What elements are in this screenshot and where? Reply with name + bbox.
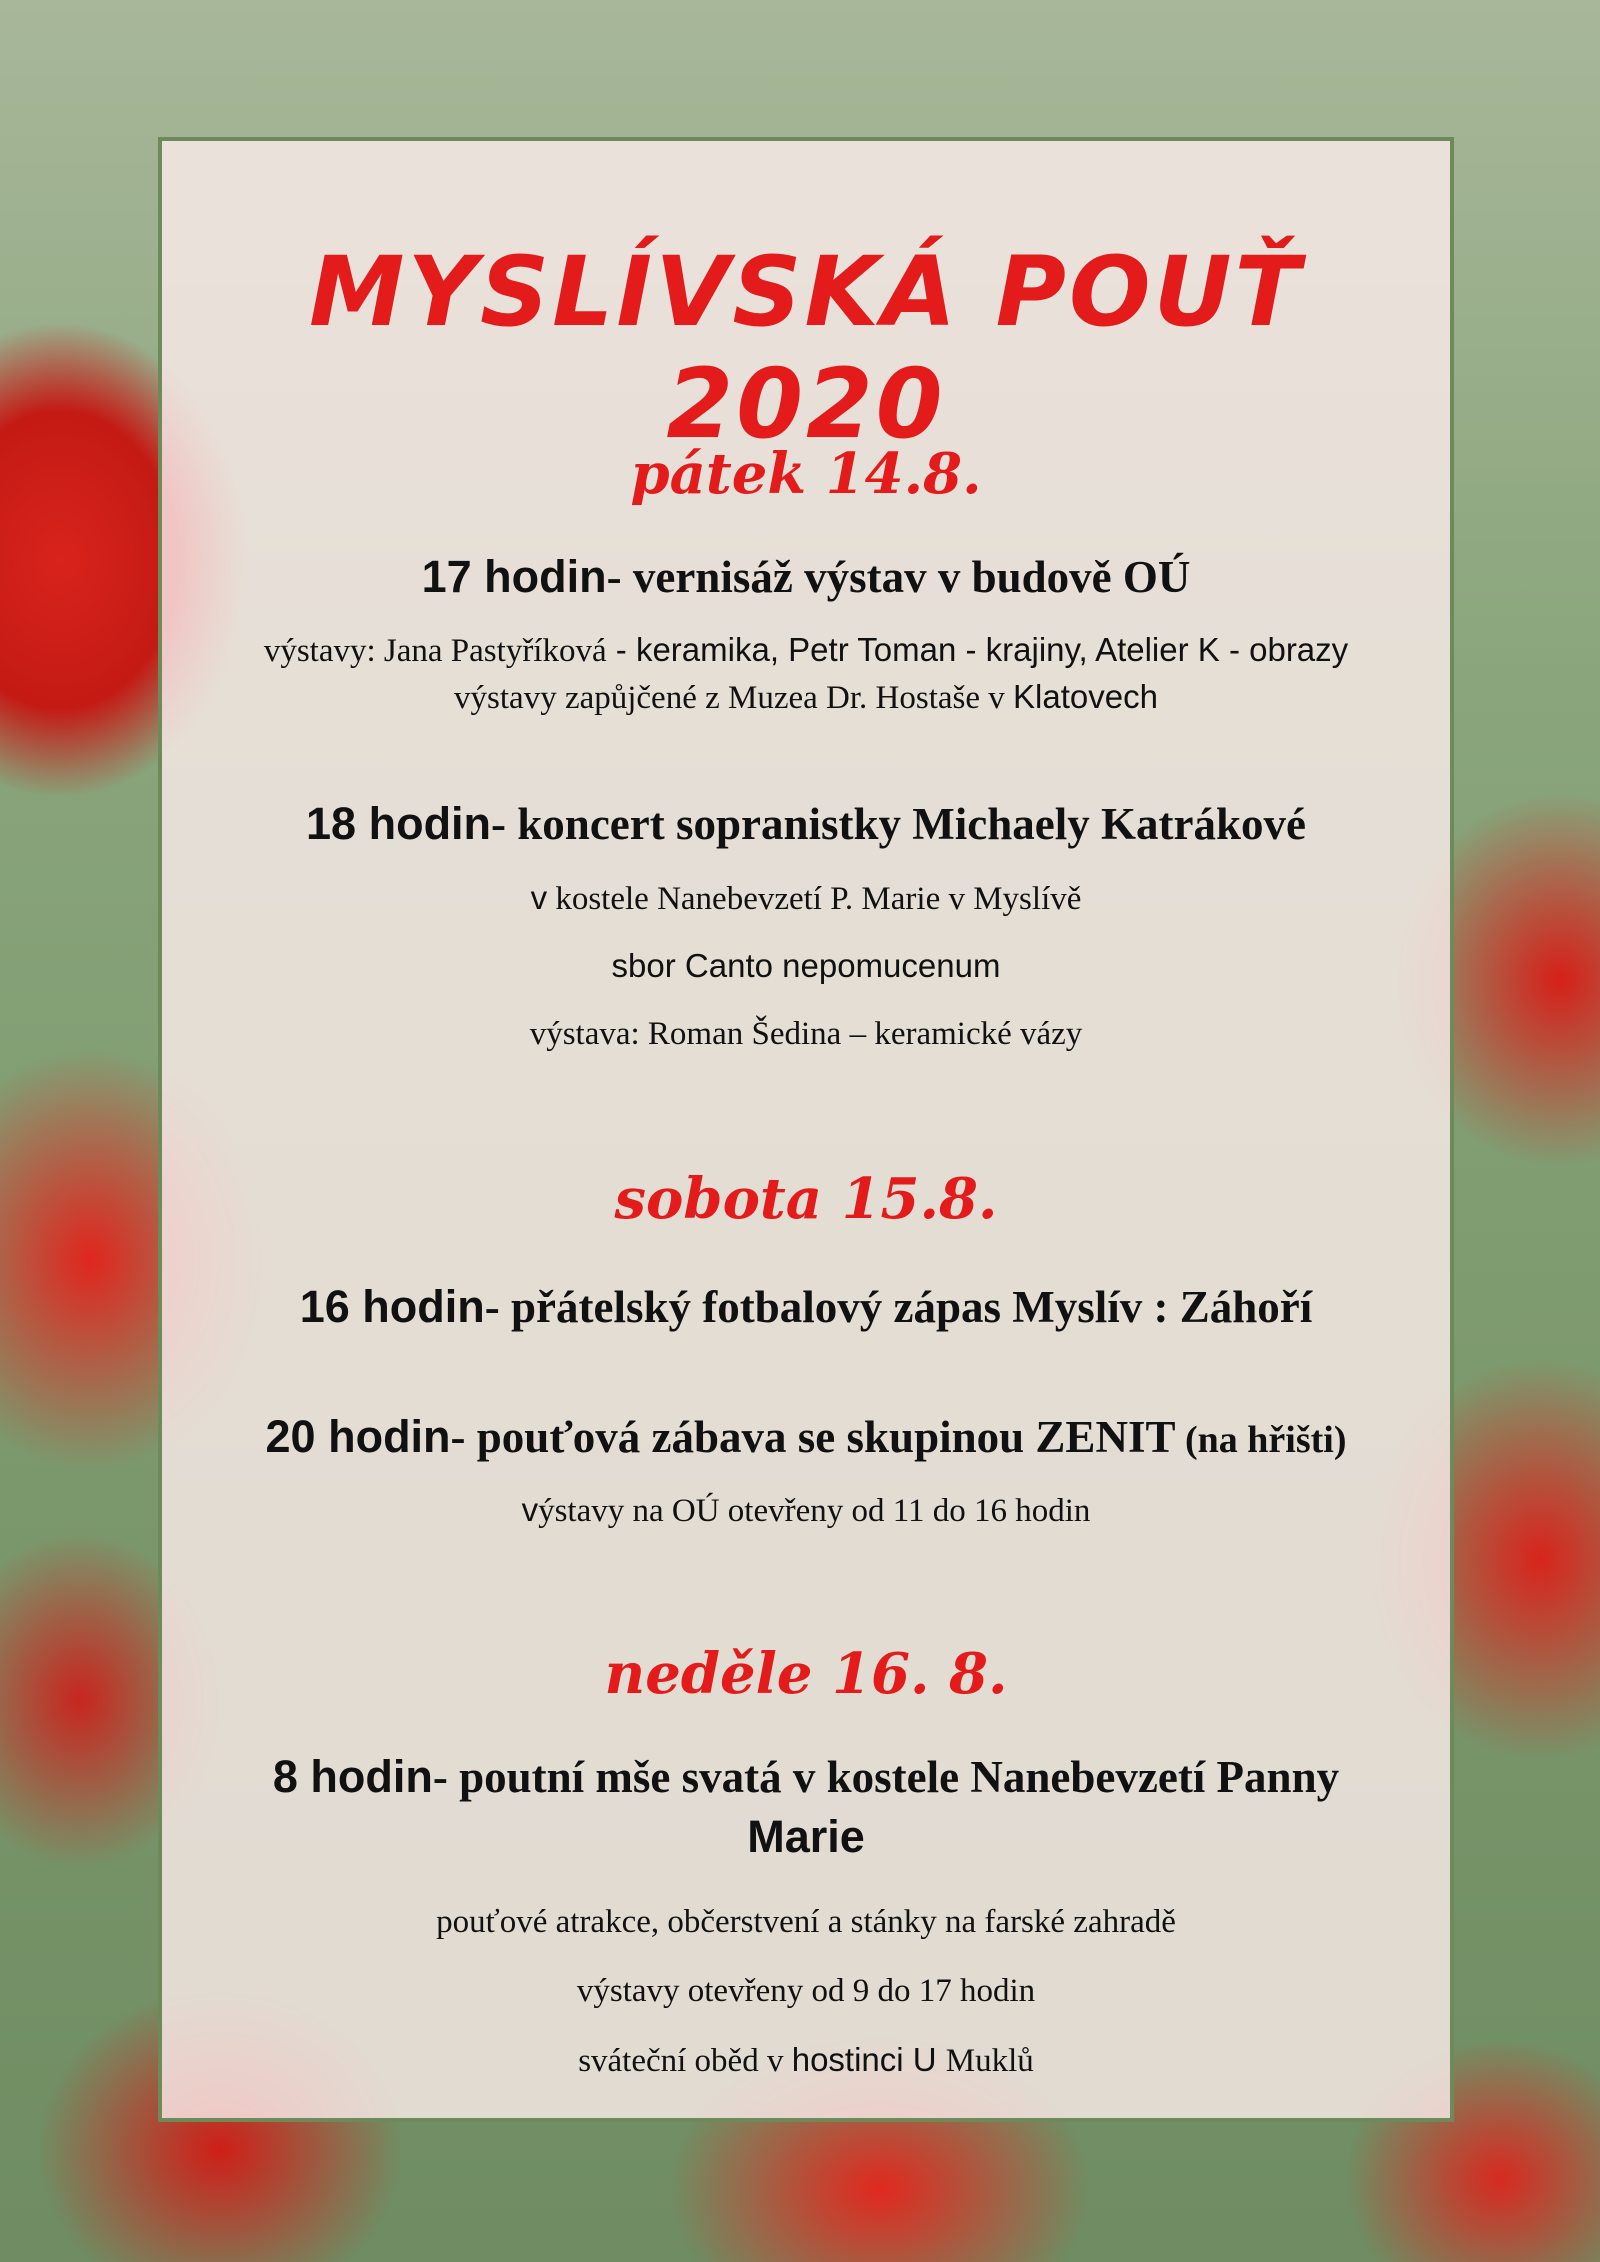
detail-text: sváteční oběd v — [578, 2043, 792, 2079]
detail-text: výstavy: Jana Pastyříková — [263, 633, 607, 669]
event-time: 8 hodin — [272, 1751, 433, 1802]
page-title: MYSLÍVSKÁ POUŤ 2020 — [308, 236, 1304, 460]
event-detail-church — [182, 879, 1430, 918]
event-detail-open-hours: výstavy otevřeny od 9 do 17 hodin — [576, 1973, 1036, 2009]
day-heading-saturday: sobota 15.8. — [614, 1166, 998, 1232]
detail-text: hostinci U — [791, 2041, 946, 2078]
detail-text: ýstavy na OÚ otevřeny od 11 do 16 hodin — [538, 1493, 1091, 1529]
event-text: - vernisáž výstav v budově OÚ — [606, 552, 1191, 602]
detail-text: výstavy zapůjčené z Muzea Dr. Hostaše v — [454, 680, 1014, 716]
event-sunday-8 — [182, 1751, 1430, 1803]
event-text: - poutní mše svatá v kostele Nanebevzetí Panny — [432, 1752, 1340, 1802]
event-text: - koncert sopranistky Michaely Katrákové — [491, 799, 1306, 849]
event-time: 17 hodin — [421, 551, 607, 602]
detail-text: v — [521, 1491, 539, 1528]
event-detail-exhibitions — [182, 631, 1430, 670]
event-detail-lunch — [182, 2041, 1430, 2080]
poster-panel — [158, 137, 1454, 2122]
detail-text: - keramika, Petr Toman — [606, 631, 957, 668]
event-detail-hours — [182, 1491, 1430, 1530]
event-text: - pouťová zábava se skupinou ZENIT — [450, 1412, 1176, 1462]
event-time: 16 hodin — [299, 1281, 485, 1332]
day-heading-friday: pátek 14.8. — [630, 441, 982, 507]
event-friday-18 — [182, 798, 1430, 850]
detail-text: v — [530, 879, 548, 916]
detail-text: kostele Nanebevzetí P. Marie v Myslívě — [547, 881, 1082, 917]
event-detail-vases: výstava: Roman Šedina – keramické vázy — [529, 1016, 1083, 1052]
event-saturday-20 — [182, 1411, 1430, 1463]
event-text-continued: Marie — [747, 1811, 865, 1862]
event-friday-17 — [182, 551, 1430, 603]
event-detail-museum — [182, 678, 1430, 717]
event-detail-attractions: pouťové atrakce, občerstvení a stánky na farské zahradě — [436, 1904, 1176, 1940]
event-time: 20 hodin — [265, 1411, 451, 1462]
day-heading-sunday: neděle 16. 8. — [604, 1641, 1008, 1707]
event-time: 18 hodin — [306, 798, 492, 849]
detail-text: - krajiny, Atelier K - obrazy — [956, 631, 1349, 668]
detail-text: Klatovech — [1013, 678, 1158, 715]
event-text: - přátelský fotbalový zápas Myslív : Záhoří — [484, 1282, 1313, 1332]
detail-text: Muklů — [945, 2043, 1034, 2079]
event-detail-choir: sbor Canto nepomucenum — [611, 947, 1001, 984]
event-text: (na hřišti) — [1175, 1419, 1347, 1461]
event-saturday-16 — [182, 1281, 1430, 1333]
